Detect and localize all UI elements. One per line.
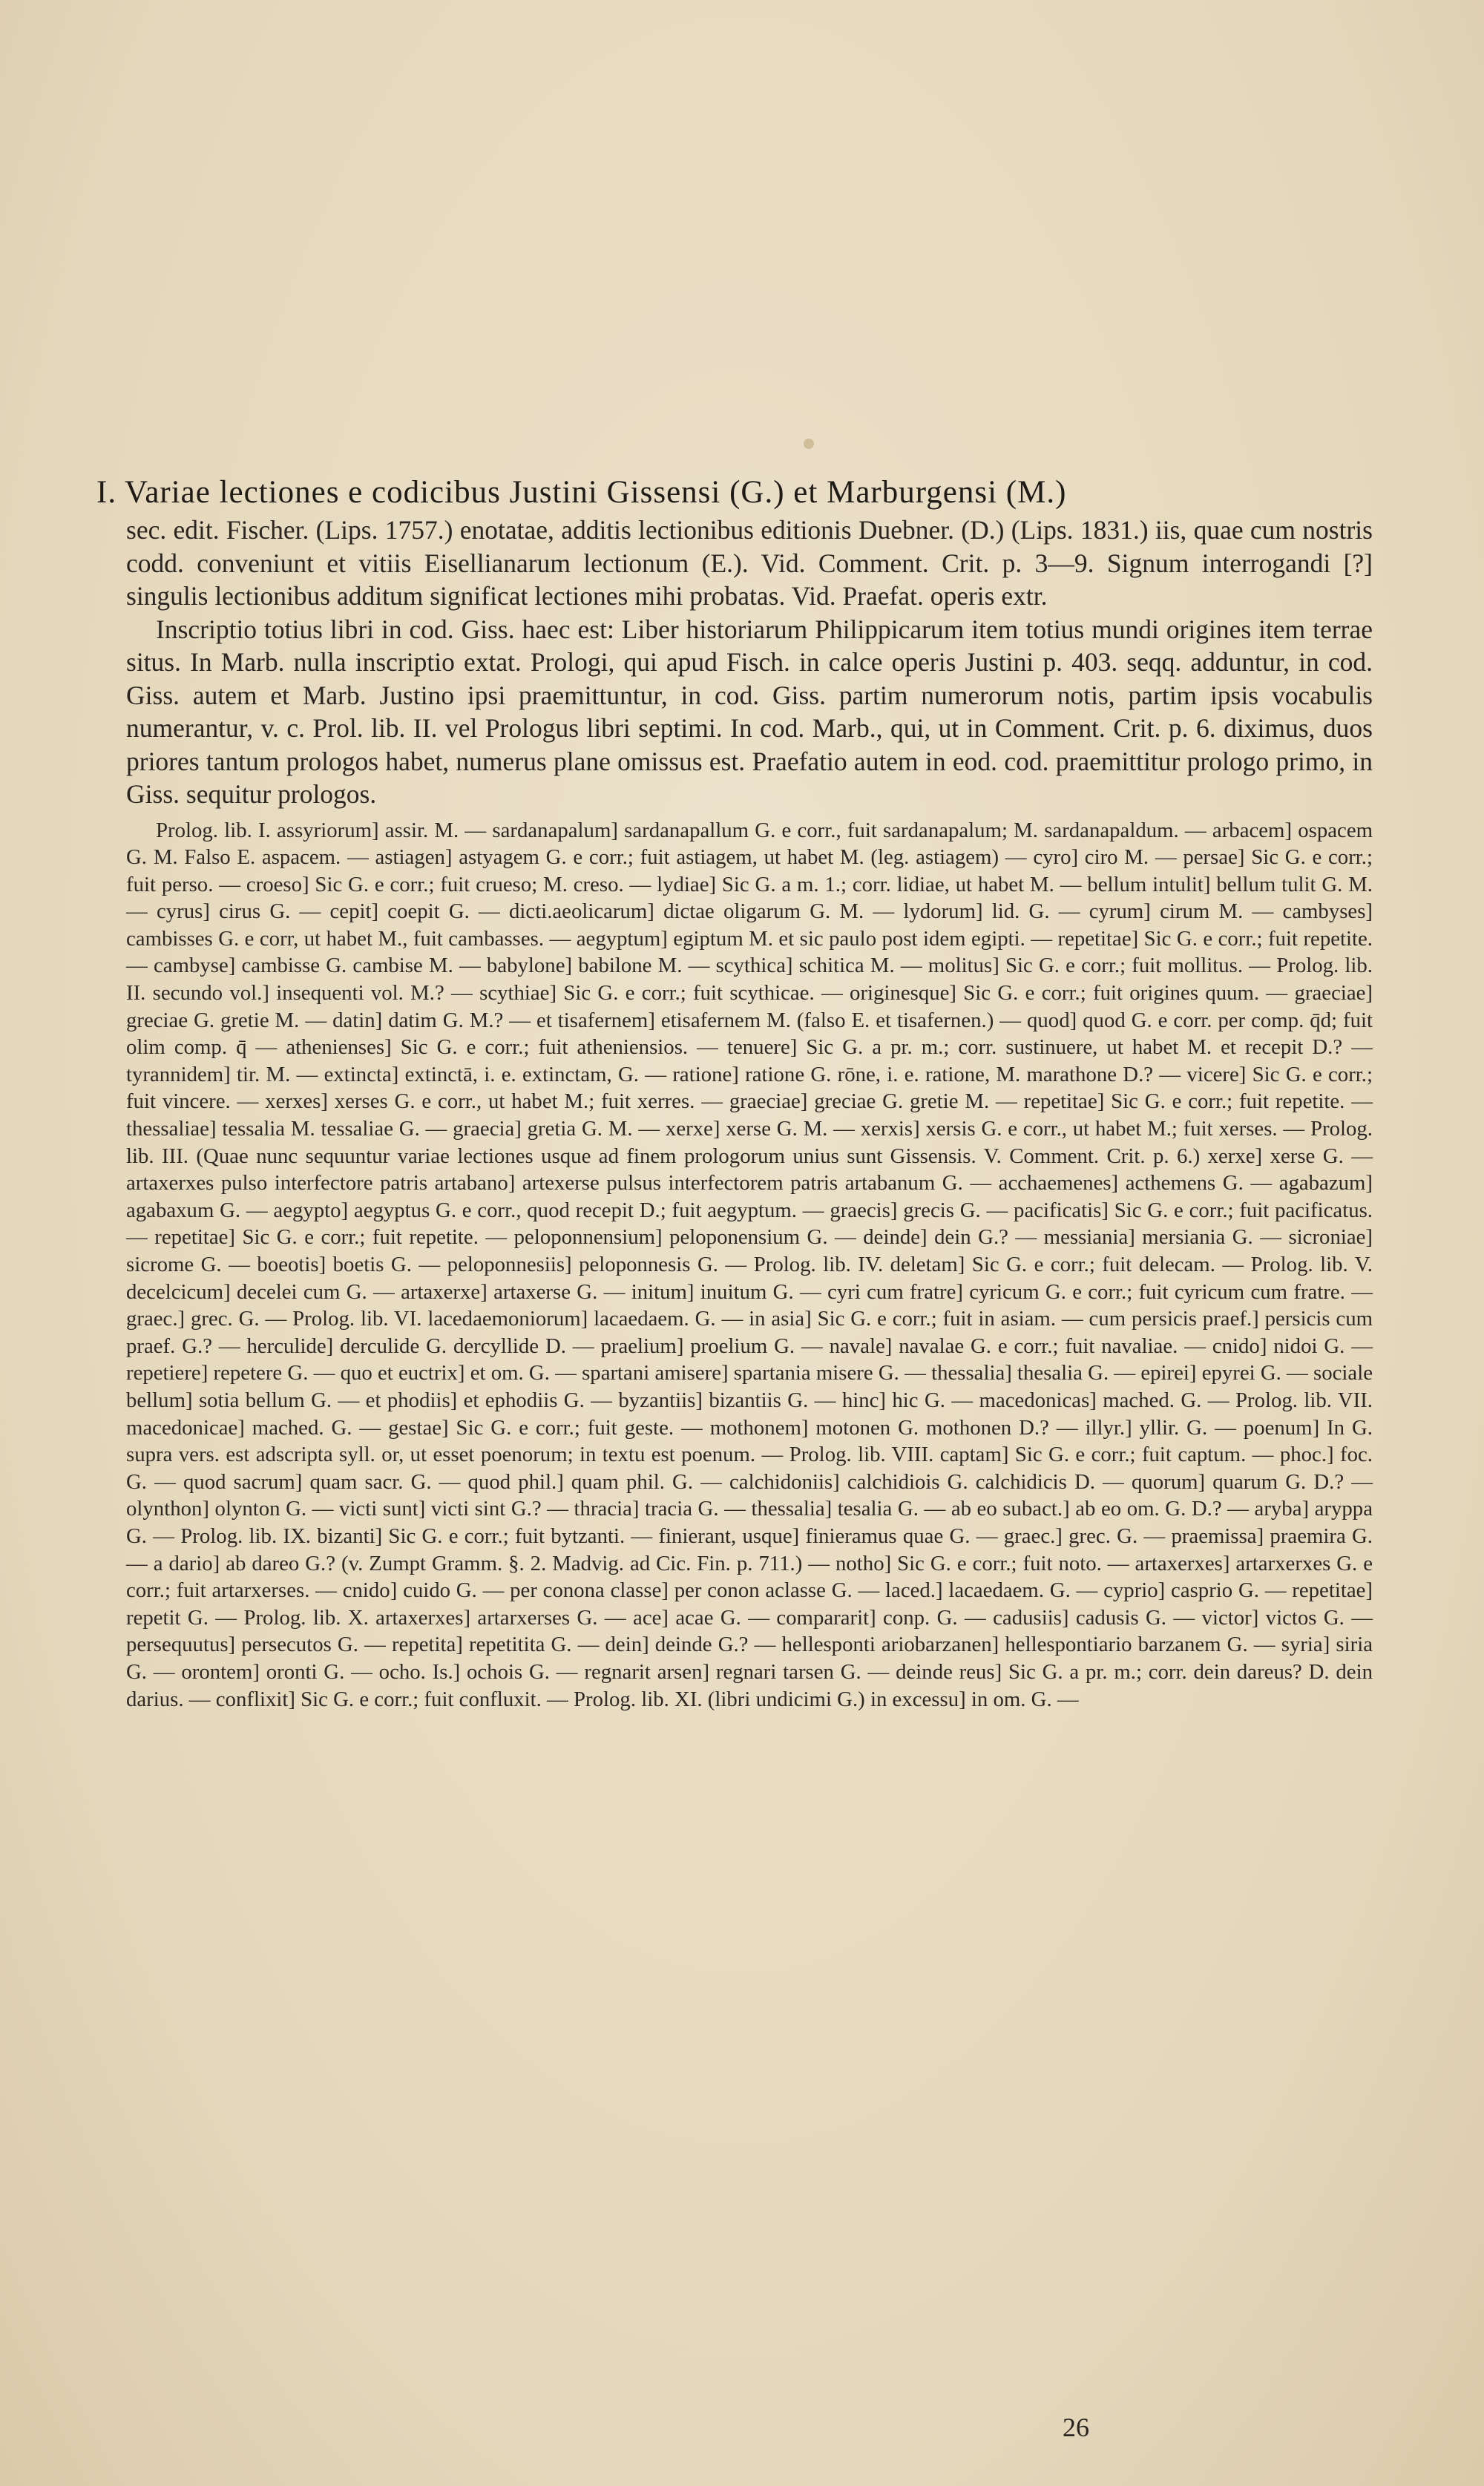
section-heading: I. Variae lectiones e codicibus Justini Gissensi (G.) et Marburgensi (M.) [96, 475, 1067, 510]
inscriptio-paragraph: Inscriptio totius libri in cod. Giss. haec est: Liber historiarum Philippicarum item totius mundi origines item terrae situs. In Marb. nulla inscriptio extat. Prologi, qui apud Fisch. in calce operis Justini p. 403. seqq. adduntur, in cod. Giss. autem et Marb. Justino ipsi praemittuntur, in cod. Giss. partim numerorum notis, partim ipsis vocabulis numerantur, v. c. Prol. lib. II. vel Prologus libri septimi. In cod. Marb., qui, ut in Comment. Crit. p. 6. diximus, duos priores tantum prologos habet, numerus plane omissus est. Praefatio autem in eod. cod. praemittitur prologo primo, in Giss. sequitur prologos. [126, 614, 1373, 809]
text-body [96, 472, 1373, 1713]
ornament-dot [804, 439, 814, 449]
intro-paragraph: sec. edit. Fischer. (Lips. 1757.) enotatae, additis lectionibus editionis Duebner. (D.) (Lips. 1831.) iis, quae cum nostris codd. conveniunt et vitiis Eisellianarum lectionum (E.). Vid. Comment. Crit. p. 3—9. Signum interrogandi [?] singulis lectionibus additum significat lectiones mihi probatas. Vid. Praefat. operis extr. [126, 515, 1373, 611]
variant-readings: Prolog. lib. I. assyriorum] assir. M. — sardanapalum] sardanapallum G. e corr., fuit sardanapalum; M. sardanapaldum. — arbacem] ospacem G. M. Falso E. aspacem. — astiagen] astyagem G. e corr.; fuit astiagem, ut habet M. (leg. astiagem) — cyro] ciro M. — persae] Sic G. e corr.; fuit perso. — croeso] Sic G. e corr.; fuit crueso; M. creso. — lydiae] Sic G. a m. 1.; corr. lidiae, ut habet M. — bellum intulit] bellum tulit G. M. — cyrus] cirus G. — cepit] coepit G. — dicti.aeolicarum] dictae oligarum G. M. — lydorum] lid. G. — cyrum] cirum M. — cambyses] cambisses G. e corr, ut habet M., fuit cambasses. — aegyptum] egiptum M. et sic paulo post idem egipti. — repetitae] Sic G. e corr.; fuit repetite. — cambyse] cambisse G. cambise M. — babylone] babilone M. — scythica] schitica M. — molitus] Sic G. e corr.; fuit mollitus. — Prolog. lib. II. secundo vol.] insequenti vol. M.? — scythiae] Sic G. e corr.; fuit scythicae. — originesque] Sic G. e corr.; fuit origines quum. — graeciae] greciae G. gretie M. — datin] datim G. M.? — et tisafernem] etisafernem M. (falso E. et tisafernen.) — quod] quod G. e corr. per comp. q̄d; fuit olim comp. q̄ — athenienses] Sic G. e corr.; fuit atheniensios. — tenuere] Sic G. a pr. m.; corr. sustinuere, ut habet M. et recepit D.? — tyrannidem] tir. M. — extincta] extinctā, i. e. extinctam, G. — ratione] ratione G. rōne, i. e. ratione, M. marathone D.? — vicere] Sic G. e corr.; fuit vincere. — xerxes] xerses G. e corr., ut habet M.; fuit xerres. — graeciae] greciae G. gretie M. — repetitae] Sic G. e corr.; fuit repetite. — thessaliae] tessalia M. tessaliae G. — graecia] gretia G. M. — xerxe] xerse G. M. — xerxis] xersis G. e corr., ut habet M.; fuit xerses. — Prolog. lib. III. (Quae nunc sequuntur variae lectiones usque ad finem prologorum unius sunt Gissensis. V. Comment. Crit. p. 6.) xerxe] xerse G. — artaxerxes pulso interfectore patris artabano] artexerse pulsus interfectorem patris artabanum G. — acchaemenes] acthemens G. — agabazum] agabaxum G. — aegypto] aegyptus G. e corr., quod recepit D.; fuit aegyptum. — graecis] grecis G. — pacificatis] Sic G. e corr.; fuit pacificatus. — repetitae] Sic G. e corr.; fuit repetite. — peloponnensium] peloponensium G. — deinde] dein G.? — messiania] mersiania G. — sicroniae] sicrome G. — boeotis] boetis G. — peloponnesiis] peloponnesis G. — Prolog. lib. IV. deletam] Sic G. e corr.; fuit delecam. — Prolog. lib. V. decelcicum] decelei cum G. — artaxerxe] artaxerse G. — initum] inuitum G. — cyri cum fratre] cyricum G. e corr.; fuit cyricum cum fratre. — graec.] grec. G. — Prolog. lib. VI. lacedaemoniorum] lacaedaem. G. — in asia] Sic G. e corr.; fuit in asiam. — cum persicis praef.] persicis cum praef. G.? — herculide] derculide G. dercyllide D. — praelium] proelium G. — navale] navalae G. e corr.; fuit navaliae. — cnido] nidoi G. — repetiere] repetere G. — quo et euctrix] et om. G. — spartani amisere] spartania misere G. — thessalia] thesalia G. — epirei] epyrei G. — sociale bellum] sotia bellum G. — et phodiis] et ephodiis G. — byzantiis] bizantiis G. — hinc] hic G. — macedonicas] mached. G. — Prolog. lib. VII. macedonicae] mached. G. — gestae] Sic G. e corr.; fuit geste. — mothonem] motonen G. mothonen D.? — illyr.] yllir. G. — poenum] In G. supra vers. est adscripta syll. or, ut esset poenorum; in textu est poenum. — Prolog. lib. VIII. captam] Sic G. e corr.; fuit captum. — phoc.] foc. G. — quod sacrum] quam sacr. G. — quod phil.] quam phil. G. — calchidoniis] calchidiois G. calchidicis D. — quorum] quarum G. D.? — olynthon] olynton G. — victi sunt] victi sint G.? — thracia] tracia G. — thessalia] tesalia G. — ab eo subact.] ab eo om. G. D.? — aryba] aryppa G. — Prolog. lib. IX. bizanti] Sic G. e corr.; fuit bytzanti. — finierant, usque] finieramus quae G. — graec.] grec. G. — praemissa] praemira G. — a dario] ab dareo G.? (v. Zumpt Gramm. §. 2. Madvig. ad Cic. Fin. p. 711.) — notho] Sic G. e corr.; fuit noto. — artaxerxes] artarxerxes G. e corr.; fuit artarxerses. — cnido] cuido G. — per conona classe] per conon aclasse G. — laced.] lacaedaem. G. — cyprio] casprio G. — repetitae] repetit G. — Prolog. lib. X. artaxerxes] artarxerses G. — ace] acae G. — compararit] conp. G. — cadusiis] cadusis G. — victor] victos G. — persequutus] persecutos G. — repetita] repetitita G. — dein] deinde G.? — hellesponti ariobarzanen] hellespontiario barzanem G. — syria] siria G. — orontem] oronti G. — ocho. Is.] ochois G. — regnarit arsen] regnari tarsen G. — deinde reus] Sic G. a pr. m.; corr. dein dareus? D. dein darius. — conflixit] Sic G. e corr.; fuit confluxit. — Prolog. lib. XI. (libri undicimi G.) in excessu] in om. G. — [126, 818, 1373, 1711]
page-number: 26 [1063, 2413, 1089, 2442]
